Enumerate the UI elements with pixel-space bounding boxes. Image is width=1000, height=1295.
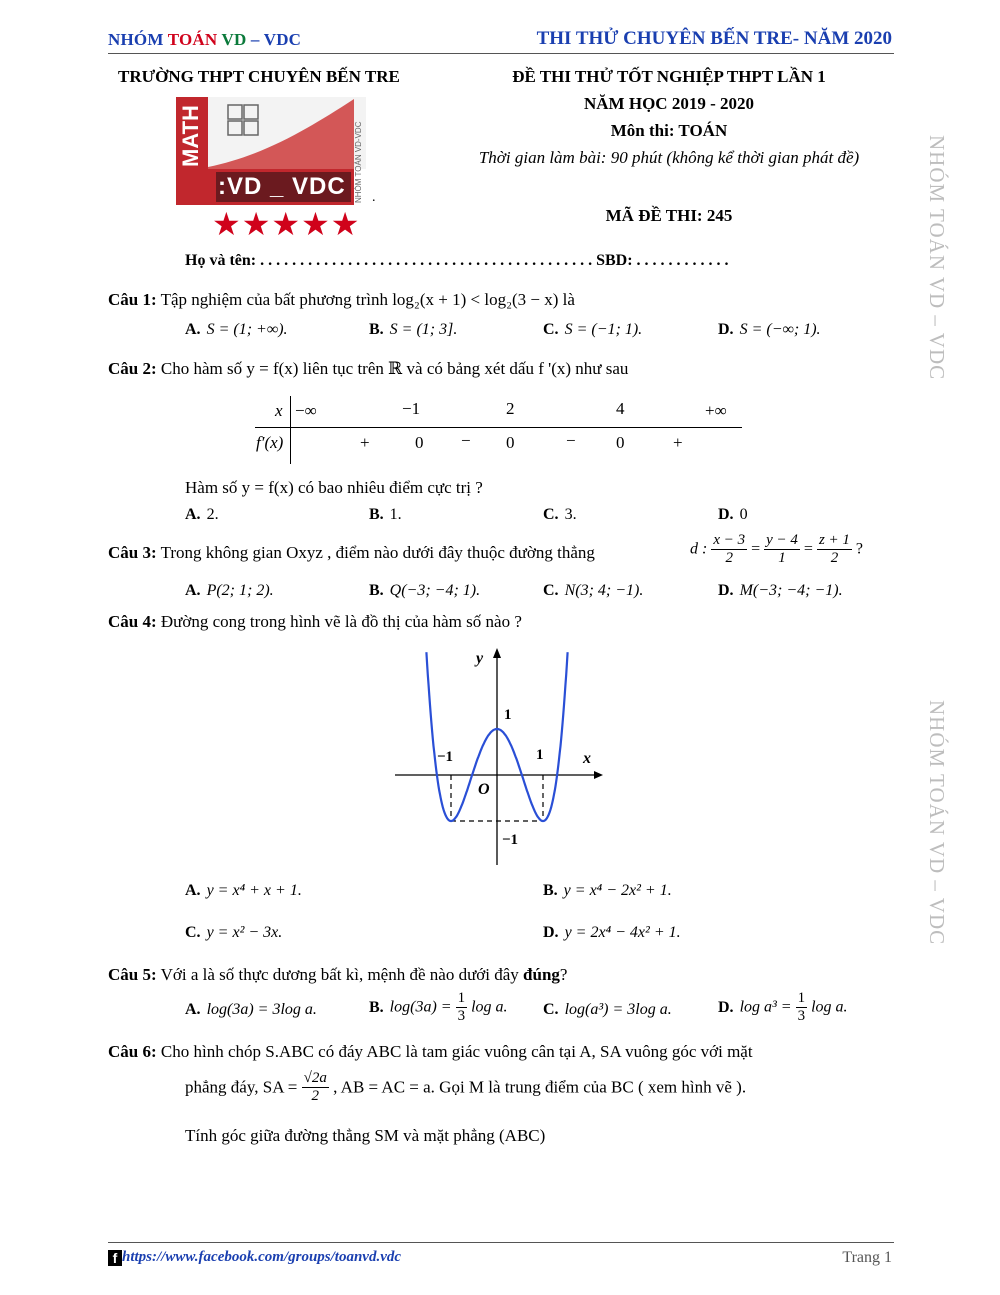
graph-x-label: x xyxy=(583,750,591,767)
q3-frac-1 xyxy=(711,532,747,567)
q3-f2-num: y − 4 xyxy=(766,532,798,548)
q5-b-frac xyxy=(456,990,468,1025)
school-name: TRƯỜNG THPT CHUYÊN BẾN TRE xyxy=(118,67,400,86)
logo-banner: :VD _ VDC xyxy=(218,173,346,200)
q5-b-num: 1 xyxy=(457,990,466,1006)
q3-frac-3 xyxy=(817,532,852,567)
graph-x-1: 1 xyxy=(536,747,544,763)
header-group-name xyxy=(108,30,301,50)
q5-d-num: 1 xyxy=(797,990,806,1006)
q1-a-text: S = (1; +∞). xyxy=(206,321,288,338)
sign-f-minus-1: − xyxy=(461,431,471,450)
q6-line2-b: , AB = AC = a. Gọi M là trung điểm của BC ( xem hình vẽ ). xyxy=(333,1077,747,1097)
q2-a-text: 2. xyxy=(206,506,219,523)
rating-stars: ★★★★★ xyxy=(212,205,361,243)
sign-table xyxy=(255,396,745,466)
q3-f3-den: 2 xyxy=(830,550,839,566)
footer-divider xyxy=(108,1242,894,1243)
facebook-icon: f xyxy=(108,1250,122,1266)
q1-label: Câu 1: xyxy=(108,290,157,309)
header-left-c: VD xyxy=(217,30,247,49)
q3-frac-2 xyxy=(764,532,800,567)
q2-option-c[interactable]: C. 3. xyxy=(543,506,577,523)
q5-d-den: 3 xyxy=(797,1008,806,1024)
q5-text-a: Với a là số thực dương bất kì, mệnh đề nào dưới đây xyxy=(160,965,524,984)
graph-y-neg1: −1 xyxy=(502,832,519,848)
q5-text-b: đúng xyxy=(523,965,560,984)
q1-option-b[interactable]: B. S = (1; 3]. xyxy=(369,321,458,338)
graph-y-1: 1 xyxy=(504,707,512,723)
q6-frac-num: √2a xyxy=(303,1070,327,1086)
q4-label: Câu 4: xyxy=(108,612,157,631)
question-1 xyxy=(108,289,575,311)
side-watermark-bottom: NHÓM TOÁN VD – VDC xyxy=(925,700,949,946)
q1-option-d[interactable]: D. S = (−∞; 1). xyxy=(718,321,821,338)
q5-label: Câu 5: xyxy=(108,965,157,984)
logo-dot: . xyxy=(372,190,376,205)
quartic-curve-graph xyxy=(390,640,610,870)
graph-x-neg1: −1 xyxy=(437,749,454,765)
q1-b-text: S = (1; 3]. xyxy=(389,321,458,338)
logo-side-text: NHÓM TOÁN VD-VDC xyxy=(354,121,363,203)
header-left-b: TOÁN xyxy=(167,30,218,49)
sign-f-label: f′(x) xyxy=(256,433,284,452)
q3-f1-num: x − 3 xyxy=(713,532,746,548)
q4-option-b[interactable]: B. y = x⁴ − 2x² + 1. xyxy=(543,882,672,899)
q3-option-a[interactable]: A. P(2; 1; 2). xyxy=(185,582,274,599)
q2-option-a[interactable]: A. 2. xyxy=(185,506,219,523)
q5-option-d[interactable]: D. log a³ = $\frac{1}{3}$ log a. xyxy=(718,990,848,1024)
side-watermark-top: NHÓM TOÁN VD – VDC xyxy=(925,135,949,381)
question-5 xyxy=(108,964,567,986)
q6-line2-a: phẳng đáy, SA = xyxy=(185,1077,298,1097)
q2-text: Cho hàm số y = f(x) liên tục trên ℝ và có bảng xét dấu f '(x) như sau xyxy=(160,359,629,378)
q4-option-d[interactable]: D. y = 2x⁴ − 4x² + 1. xyxy=(543,924,681,941)
q5-d-frac xyxy=(796,990,808,1025)
q1-c-text: S = (−1; 1). xyxy=(564,321,643,338)
q3-f2-den: 1 xyxy=(778,550,786,566)
q1-d-text: S = (−∞; 1). xyxy=(739,321,821,338)
sign-x-pos-inf: +∞ xyxy=(705,401,727,420)
q3-option-b[interactable]: B. Q(−3; −4; 1). xyxy=(369,582,481,599)
question-6 xyxy=(108,1041,753,1063)
q6-line3: Tính góc giữa đường thẳng SM và mặt phẳng (ABC) xyxy=(185,1126,546,1145)
sign-table-vline xyxy=(290,396,291,464)
q5-b-pre: log(3a) = xyxy=(389,998,452,1016)
q5-c-text: log(a³) = 3log a. xyxy=(564,1001,672,1018)
candidate-line: Họ và tên: . . . . . . . . . . . . . . . . . . . . . . . . . . . . . . . . . . . . . . . . . . SBD: . . . . . . . . . . . . xyxy=(185,252,729,269)
header-exam-title: THI THỬ CHUYÊN BẾN TRE- NĂM 2020 xyxy=(536,28,892,49)
q5-a-text: log(3a) = 3log a. xyxy=(206,1001,317,1018)
q5-option-c[interactable]: C. log(a³) = 3log a. xyxy=(543,1001,672,1018)
sign-x-neg-inf: −∞ xyxy=(295,401,317,420)
q3-line-equation: d : $\frac{x - 3}{2}$ = $\frac{y - 4}{1}$ = $\frac{z + 1}{2}$ ? xyxy=(690,532,864,566)
page-number: Trang 1 xyxy=(842,1249,892,1266)
q4-b-text: y = x⁴ − 2x² + 1. xyxy=(563,882,672,899)
question-2 xyxy=(108,358,628,380)
q2-option-b[interactable]: B. 1. xyxy=(369,506,402,523)
q4-option-c[interactable]: C. y = x² − 3x. xyxy=(185,924,283,941)
graph-y-label: y xyxy=(476,650,484,667)
sign-x-2: 2 xyxy=(506,399,515,418)
question-4 xyxy=(108,611,522,633)
sign-f-plus-1: + xyxy=(360,433,370,452)
q3-d: d : xyxy=(690,540,708,558)
graph-origin-label: O xyxy=(478,781,490,798)
sign-x-neg1: −1 xyxy=(402,399,421,418)
q4-d-text: y = 2x⁴ − 4x² + 1. xyxy=(564,924,681,941)
q2-b-text: 1. xyxy=(389,506,402,523)
q2-label: Câu 2: xyxy=(108,359,157,378)
q3-text: Trong không gian Oxyz , điểm nào dưới đây thuộc đường thẳng xyxy=(160,543,595,562)
q6-frac xyxy=(302,1070,329,1105)
header-left-a: NHÓM xyxy=(108,30,168,49)
q1-option-a[interactable]: A. S = (1; +∞). xyxy=(185,321,288,338)
question-3 xyxy=(108,542,595,564)
q3-end: ? xyxy=(855,540,864,558)
q5-d-post: log a. xyxy=(811,998,848,1016)
q3-d-text: M(−3; −4; −1). xyxy=(739,582,843,599)
q2-ask: Hàm số y = f(x) có bao nhiêu điểm cực trị ? xyxy=(185,478,483,497)
q2-c-text: 3. xyxy=(564,506,577,523)
q6-line2 xyxy=(185,1070,746,1105)
logo xyxy=(176,97,366,205)
exam-year: NĂM HỌC 2019 - 2020 xyxy=(584,94,754,113)
q5-b-den: 3 xyxy=(457,1008,466,1024)
q3-f1-den: 2 xyxy=(725,550,733,566)
q2-d-text: 0 xyxy=(739,506,748,523)
q3-b-text: Q(−3; −4; 1). xyxy=(389,582,481,599)
header-left-d: – VDC xyxy=(246,30,302,49)
q3-a-text: P(2; 1; 2). xyxy=(206,582,274,599)
q6-label: Câu 6: xyxy=(108,1042,157,1061)
q5-option-b[interactable]: B. log(3a) = $\frac{1}{3}$ log a. xyxy=(369,990,508,1024)
q3-label: Câu 3: xyxy=(108,543,157,562)
q5-option-a[interactable]: A. log(3a) = 3log a. xyxy=(185,1001,317,1018)
q1-option-c[interactable]: C. S = (−1; 1). xyxy=(543,321,643,338)
exam-title: ĐỀ THI THỬ TỐT NGHIỆP THPT LẦN 1 xyxy=(512,67,826,86)
q5-b-post: log a. xyxy=(471,998,508,1016)
sign-table-hline xyxy=(255,427,742,428)
sign-f-zero-1: 0 xyxy=(415,433,424,452)
q5-text-c: ? xyxy=(559,965,568,984)
q3-option-d[interactable]: D. M(−3; −4; −1). xyxy=(718,582,843,599)
function-graph xyxy=(390,640,610,870)
sign-f-plus-2: + xyxy=(673,433,683,452)
q2-option-d[interactable]: D. 0 xyxy=(718,506,748,523)
q4-c-text: y = x² − 3x. xyxy=(206,924,283,941)
q3-f3-num: z + 1 xyxy=(818,532,850,548)
sign-f-minus-2: − xyxy=(566,431,576,450)
header-divider xyxy=(108,53,894,54)
footer-url: https://www.facebook.com/groups/toanvd.vdc xyxy=(122,1249,402,1265)
q6-line1: Cho hình chóp S.ABC có đáy ABC là tam giác vuông cân tại A, SA vuông góc với mặt xyxy=(160,1042,753,1061)
q1-text: Tập nghiệm của bất phương trình log₂(x + 1) < log₂(3 − x) là xyxy=(160,290,575,309)
q4-option-a[interactable]: A. y = x⁴ + x + 1. xyxy=(185,882,302,899)
sign-x-4: 4 xyxy=(616,399,625,418)
sign-f-zero-3: 0 xyxy=(616,433,625,452)
q4-text: Đường cong trong hình vẽ là đồ thị của hàm số nào ? xyxy=(160,612,522,631)
sign-f-zero-2: 0 xyxy=(506,433,515,452)
exam-subject: Môn thi: TOÁN xyxy=(610,121,728,140)
q6-frac-den: 2 xyxy=(311,1088,319,1104)
q5-d-pre: log a³ = xyxy=(739,998,792,1016)
logo-word: MATH xyxy=(178,105,203,167)
sign-x-label: x xyxy=(275,401,283,420)
exam-code: MÃ ĐỀ THI: 245 xyxy=(605,206,733,225)
footer-link[interactable] xyxy=(108,1249,401,1266)
q3-c-text: N(3; 4; −1). xyxy=(564,582,644,599)
q4-a-text: y = x⁴ + x + 1. xyxy=(206,882,302,899)
exam-time: Thời gian làm bài: 90 phút (không kể thời gian phát đề) xyxy=(478,148,860,167)
q3-option-c[interactable]: C. N(3; 4; −1). xyxy=(543,582,644,599)
